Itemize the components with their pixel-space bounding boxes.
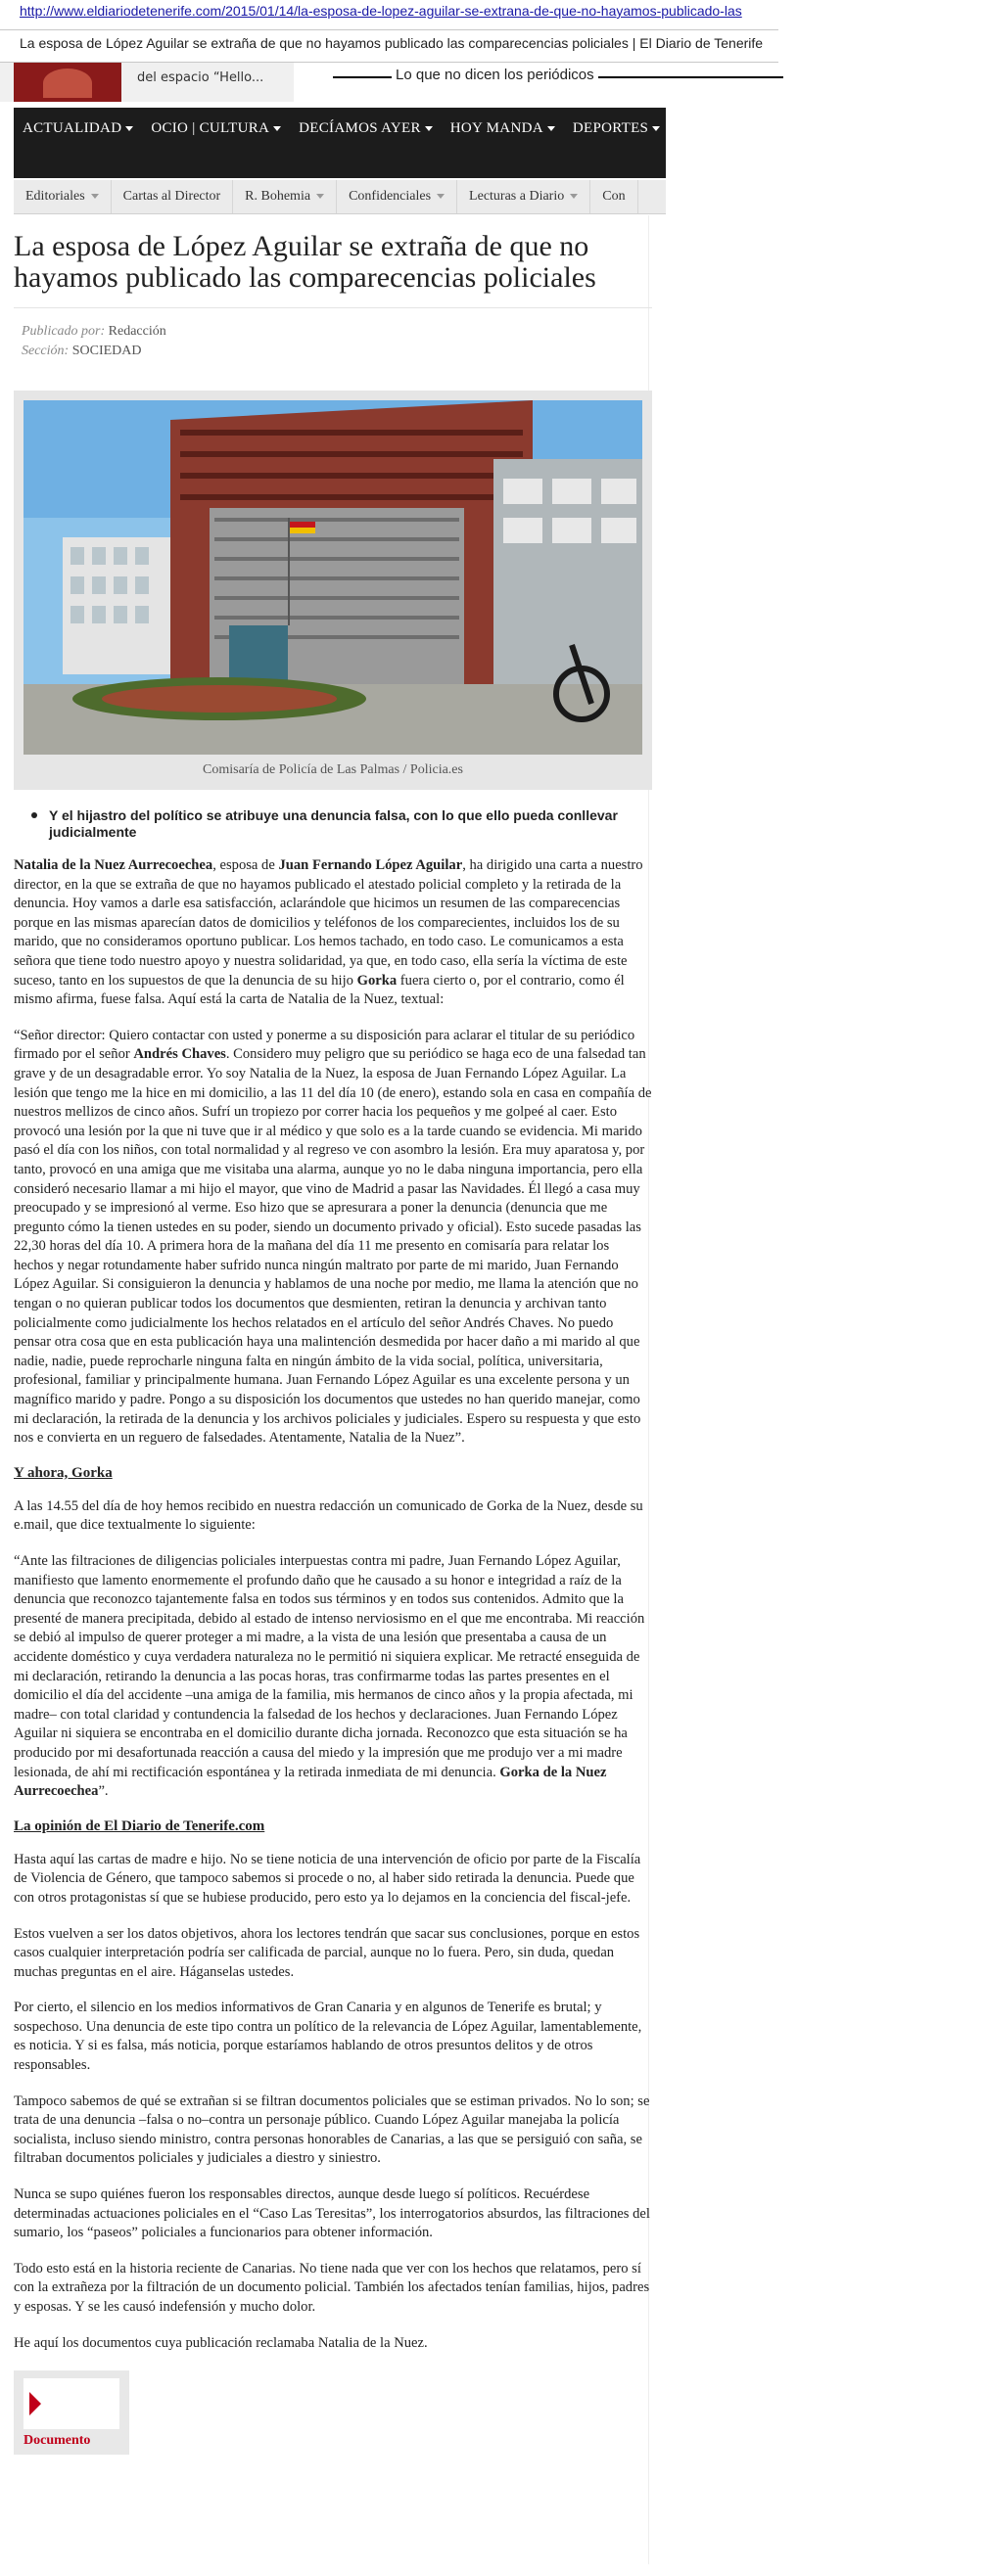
main-nav-item[interactable] [564,108,669,149]
bold-name: Gorka [356,972,398,989]
chevron-down-icon [652,126,660,131]
article-title: La esposa de López Aguilar se extraña de que no hayamos publicado las comparecencias policiales [14,230,596,294]
chevron-down-icon [570,194,578,199]
sub-nav-item[interactable] [590,180,637,213]
paragraph: Por cierto, el silencio en los medios informativos de Gran Canaria y en algunos de Tenerife es brutal; y sospechoso. Una denuncia de este tipo contra un político de la relevancia de López Aguilar, lamentablemente, es noticia. Y si es falsa, más noticia, porque estaríamos hablando de otros presuntos delitos y de otros responsables. [14,2000,642,2074]
sub-nav-item[interactable] [457,180,590,213]
tagline-text: Lo que no dicen los periódicos [392,67,598,83]
browser-url-bar[interactable] [0,0,778,30]
paragraph: “Señor director: Quiero contactar con usted y ponerme a su disposición para aclarar el titular de su periódico firmado por el señor Andrés Chaves. Considero muy peligro que su periódico se haga eco de una falsedad tan grave y de un desagradable error. Yo soy Natalia de la Nuez, la esposa de Juan Fernando López Aguilar. La lesión que tengo me la hice en mi domicilio, a las 11 del día 10 (de enero), estando sola en casa en compañía de nuestros mellizos de cinco años. Sufrí un tropiezo por correr hacia los pequeños y me golpeé al caer. Esto provocó una lesión por la que ni tuve que ir al médico y que solo es a la tarde cuando se evidencia. Mi marido pasó el día con los niños, con total normalidad y al regreso ve con asombro la lesión. Era muy aparatosa y, por tanto, provocó en una amiga que me visitaba una alarma, aunque yo no le daba ninguna importancia, pero ella consideró necesario llamar a mi hijo el mayor, que vino de Madrid a pasar las Navidades. Él llegó a casa muy preocupado y se impresionó al verme. Eso hizo que se apresurara a poner la denuncia (denuncia que me pregunto cómo la tienen ustedes en su poder, siendo un documento privado y oficial). Esto sucede pasadas las 22,30 horas del día 10. A primera hora de la mañana del día 11 me presento en comisaría para relatar los hechos y negar rotundamente haber sufrido nunca ningún maltrato por parte de mi marido, Juan Fernando López Aguilar. Si consiguieron la denuncia y hablamos de una noche por medio, me llama la atención que no tengan o no quieran publicar todos los documentos que desmienten, retiran la denuncia y archivan tanto policialmente como judicialmente los hechos relatados en el artículo del señor Andrés Chaves. No puedo pensar otra cosa que en esta publicación haya una malintención desmedida por hacer daño a mi marido al que nadie, nadie, puede reprocharle ninguna falta en ningún ámbito de la vida social, política, universitaria, profesional, familiar y principalmente humana. Juan Fernando López Aguilar es una excelente persona y un magnífico marido y padre. Pongo a su disposición los documentos que ustedes no han querido manejar, como mi declaración, la retirada de la denuncia y los archivos policiales y judiciales. Espero su respuesta y que esto nos e convierta en un reguero de falsedades. Atentamente, Natalia de la Nuez”. [14,1027,652,1447]
sub-nav-label: Con [602,189,626,204]
chevron-down-icon [91,194,99,199]
author-link[interactable]: Redacción [108,324,166,339]
sub-nav-item[interactable] [233,180,337,213]
sub-nav-item[interactable] [337,180,457,213]
sub-nav-item[interactable] [112,180,234,213]
bold-name: Juan Fernando López Aguilar [278,857,463,873]
sub-nav-item[interactable] [14,180,112,213]
chevron-down-icon [437,194,445,199]
chevron-down-icon [425,126,433,131]
main-nav-label: DECÍAMOS AYER [299,120,421,136]
paragraph: Nunca se supo quiénes fueron los responsables directos, aunque desde luego sí políticos. Recuérdese determinadas actuaciones policiales en el “Caso Las Teresitas”, los interrogatorios absurdos, las filtraciones del sumario, los “paseos” policiales a funcionarios para obtener información. [14,2186,650,2241]
document-attachment[interactable] [14,2370,129,2455]
main-nav-label: HOY MANDA [449,120,543,136]
main-nav-label: OCIO | CULTURA [151,120,270,136]
title-divider [14,307,652,308]
page-title-text: La esposa de López Aguilar se extraña de que no hayamos publicado las comparecencias policiales | El Diario de Tenerife [20,35,764,51]
paragraph: “Ante las filtraciones de diligencias policiales interpuestas contra mi padre, Juan Fernando López Aguilar, manifiesto que lamento enormemente el profundo daño que he causado a su honor e integridad a raíz de la denuncia que reconozco tajantemente falsa en todos sus términos y en todos sus contenidos. Admito que la presenté de manera precipitada, debido al estado de intenso nerviosismo en el que me encontraba. Mi reacción se debió al impulso de querer proteger a mi madre, a la vista de una lesión que presentaba a causa de un accidente doméstico y cuya verdadera naturaleza no le permitió ni siquiera explicar. Me retracté enseguida de mi declaración, retirando la denuncia a las pocas horas, tras confirmarme todas las partes presentes en el domicilio el día del accidente –una amiga de la familia, mis hermanos de cinco años y la propia afectada, mi madre– con total claridad y contundencia la falsedad de los hechos y declaraciones. Juan Fernando López Aguilar ni siquiera se encontraba en el domicilio durante dicha jornada. Reconozco que esta situación se ha producido por mi desafortunada reacción a causa del miedo y la impresión que me produjo ver a mi madre lesionada, de ahí mi rectificación espontánea y la retirada inmediata de mi denuncia. Gorka de la Nuez Aurrecoechea”. [14,1553,645,1800]
article-meta [22,322,652,361]
section-label: Sección: [22,344,70,358]
main-nav-label: ACTUALIDAD [23,120,122,136]
main-nav-label: TRIBU [678,120,724,136]
main-nav-item[interactable] [290,108,442,149]
main-nav-label: DEPORTES [572,120,649,136]
paragraph: He aquí los documentos cuya publicación reclamaba Natalia de la Nuez. [14,2334,428,2351]
promo-thumbnail[interactable] [14,63,121,102]
main-nav-item[interactable] [669,108,732,149]
main-navigation [14,108,724,178]
police-building-illustration [23,400,642,755]
bold-name: Natalia de la Nuez Aurrecoechea [14,857,213,873]
paragraph: Estos vuelven a ser los datos objetivos, ahora los lectores tendrán que sacar sus conclusiones, porque en estos casos cualquier interpretación podría ser calificada de parcial, aunque no lo fuera. Pero, sin duda, quedan muchas preguntas en el aire. Háganselas ustedes. [14,1925,640,1980]
chevron-down-icon [547,126,555,131]
article-body [14,856,652,2353]
bold-name: Andrés Chaves [133,1046,226,1063]
browser-title-bar [0,33,778,63]
article-figure [14,391,652,790]
article-summary: Y el hijastro del político se atribuye una denuncia falsa, con lo que ello pueda conllevar judicialmente [31,807,652,841]
sub-nav-label: Cartas al Director [122,189,221,204]
sub-navigation [14,180,666,214]
main-nav-item[interactable] [14,108,142,149]
site-tagline [333,63,783,92]
subheading-gorka: Y ahora, Gorka [14,1464,113,1481]
paragraph: A las 14.55 del día de hoy hemos recibido en nuestra redacción un comunicado de Gorka de la Nuez, desde su e.mail, que dice textualmente lo siguiente: [14,1497,643,1534]
paragraph: Hasta aquí las cartas de madre e hijo. No se tiene noticia de una intervención de oficio por parte de la Fiscalía de Violencia de Género, que tampoco sabemos si procede o no, al haber sido retirada la denuncia. Puede que con otros protagonistas sí que se hubiese producido, pero esto ya lo dejamos en la conciencia del fiscal-jefe. [14,1851,641,1906]
document-label[interactable]: Documento [23,2433,91,2449]
sub-nav-label: Confidenciales [349,189,432,204]
bold-name: Gorka de la Nuez Aurrecoechea [14,1764,607,1800]
section-link[interactable]: SOCIEDAD [71,344,142,358]
chevron-down-icon [316,194,324,199]
promo-text[interactable]: del espacio “Hello... [137,70,264,85]
main-nav-item[interactable] [142,108,290,149]
sub-nav-label: Editoriales [25,189,85,204]
paragraph: Natalia de la Nuez Aurrecoechea, esposa de Juan Fernando López Aguilar, ha dirigido una carta a nuestro director, en la que se extraña de que no hayamos publicado el atestado policial completo y la retirada de la denuncia. Hoy vamos a darle esa satisfacción, aclarándole que hicimos un resumen de las comparecencias porque en las mismas aparecían datos de domicilios y teléfonos de los comparecientes, incluidos los de su marido, que no consideramos oportuno publicar. Los hemos tachado, en todo caso. Le comunicamos a esta señora que tiene todo nuestro apoyo y nuestra solidaridad, ya que, en todo caso, ella sería la víctima de este suceso, tanto en los supuestos de que la denuncia de su hijo Gorka fuera cierto o, por el contrario, como él mismo afirma, fuese falsa. Aquí está la carta de Natalia de la Nuez, textual: [14,857,643,1008]
image-caption: Comisaría de Policía de Las Palmas / Policia.es [203,762,463,777]
document-thumbnail[interactable] [23,2378,119,2429]
main-nav-item[interactable] [442,108,564,149]
subheading-opinion: La opinión de El Diario de Tenerife.com [14,1817,265,1834]
paragraph: Todo esto está en la historia reciente de Canarias. No tiene nada que ver con los hechos que relatamos, pero sí con la extrañeza por la filtración de un documento policial. También los afectados tenían familias, hijos, padres y esposas. Y se les causó indefensión y mucho dolor. [14,2260,650,2315]
published-label: Publicado por: [22,324,106,339]
sub-nav-label: Lecturas a Diario [469,189,565,204]
chevron-down-icon [273,126,281,131]
article-photo [23,400,642,755]
paragraph: Tampoco sabemos de qué se extrañan si se filtran documentos policiales que se estiman privados. No lo son; se trata de una denuncia –falsa o no–contra un personaje público. Cuando López Aguilar manejaba la policía socialista, incluso siendo ministro, contra personas honorables de Canarias, a las que se persiguió con saña, se filtraban documentos policiales y judiciales a diestro y siniestro. [14,2093,650,2167]
chevron-down-icon [125,126,133,131]
header-promo[interactable] [0,63,294,102]
sub-nav-label: R. Bohemia [245,189,311,204]
url-link[interactable]: http://www.eldiariodetenerife.com/2015/01/14/la-esposa-de-lopez-aguilar-se-extrana-de-que-no-hayamos-publicado-las [20,3,742,19]
article [14,215,652,2455]
play-arrow-icon [29,2392,41,2415]
